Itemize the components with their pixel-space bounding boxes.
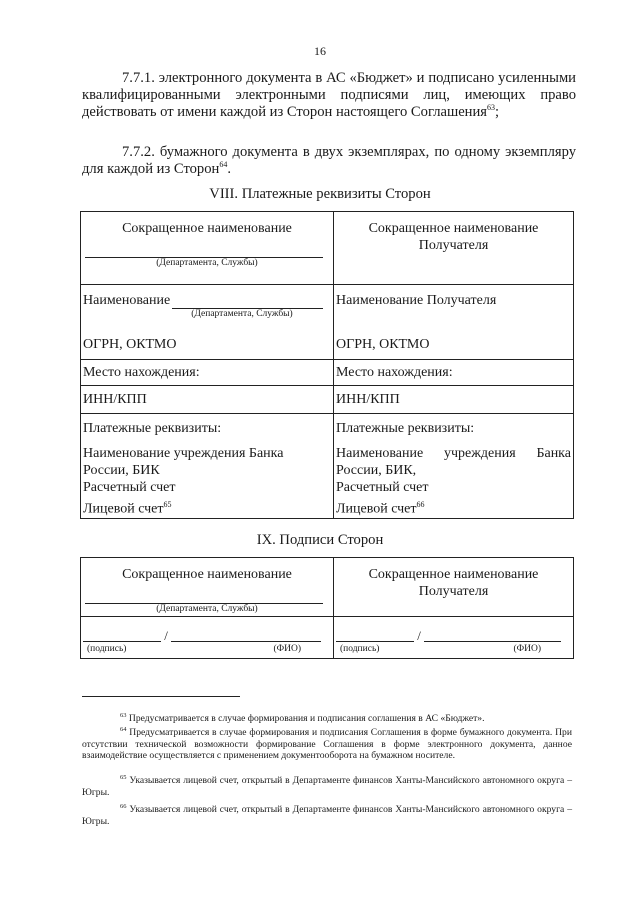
right-inn: ИНН/КПП xyxy=(334,386,574,414)
footnote-number: 63 xyxy=(120,711,127,719)
left-header-cell xyxy=(81,212,334,285)
fio-caption: (ФИО) xyxy=(273,644,301,654)
clause-7-7-2-text: 7.7.2. бумажного документа в двух экземплярах, по одному экземпляру для каждой из Сторон xyxy=(82,144,576,177)
table-row xyxy=(81,212,574,285)
left-ogrn: ОГРН, ОКТМО xyxy=(83,337,177,352)
right-location: Место нахождения: xyxy=(334,360,574,386)
signature-field[interactable] xyxy=(336,631,414,642)
fio-field[interactable] xyxy=(424,631,561,642)
left-name-label: Наименование xyxy=(83,293,171,308)
fio-field[interactable] xyxy=(171,631,321,642)
footnote-separator xyxy=(82,696,240,697)
right-name-cell xyxy=(334,285,574,360)
left-bank-cell xyxy=(81,414,334,519)
right-bank-name-line1: Наименование учреждения Банка xyxy=(336,446,571,461)
signature-captions xyxy=(83,642,331,655)
left-name-caption: (Департамента, Службы) xyxy=(191,309,293,319)
sig-left-caption: (Департамента, Службы) xyxy=(156,604,258,614)
right-bank-cell xyxy=(334,414,574,519)
right-header: Сокращенное наименование Получателя xyxy=(368,221,539,253)
name-line xyxy=(83,292,331,309)
left-header: Сокращенное наименование xyxy=(122,221,292,236)
left-payment-details: Платежные реквизиты: xyxy=(83,421,222,436)
footnote-64 xyxy=(82,727,572,762)
fio-caption: (ФИО) xyxy=(513,644,541,654)
clause-7-7-1-text: 7.7.1. электронного документа в АС «Бюджет» и подписано усиленными квалифицированными электронными подписями лиц, имеющих право действовать от имени каждой из Сторон настоящего Соглашения xyxy=(82,70,576,120)
right-settlement-account: Расчетный счет xyxy=(336,480,429,495)
signature-captions xyxy=(336,642,571,655)
section-9-title: IX. Подписи Сторон xyxy=(256,532,384,548)
footnote-66 xyxy=(82,804,572,827)
page-number: 16 xyxy=(314,44,326,58)
name-fill-line xyxy=(172,296,323,309)
right-ogrn: ОГРН, ОКТМО xyxy=(336,337,430,352)
left-bank-name: Наименование учреждения Банка России, БИК xyxy=(83,446,284,478)
signature-caption: (подпись) xyxy=(340,644,380,654)
right-bank-name-line2: России, БИК, xyxy=(336,463,417,478)
left-location: Место нахождения: xyxy=(81,360,334,386)
left-settlement-account: Расчетный счет xyxy=(83,480,176,495)
sig-left-header: Сокращенное наименование xyxy=(122,567,292,582)
left-inn: ИНН/КПП xyxy=(81,386,334,414)
right-personal-account: Лицевой счет xyxy=(336,501,417,517)
left-name-cell xyxy=(81,285,334,360)
signature-caption: (подпись) xyxy=(87,644,127,654)
footnote-ref-63[interactable]: 63 xyxy=(487,103,496,113)
left-personal-account: Лицевой счет xyxy=(83,501,164,517)
slash: / xyxy=(164,628,168,643)
sig-left-header-cell xyxy=(81,558,334,617)
left-header-caption: (Департамента, Службы) xyxy=(156,258,258,268)
clause-7-7-2 xyxy=(82,144,576,178)
right-header-cell xyxy=(334,212,574,285)
name-underline xyxy=(85,589,323,604)
footnote-text: Указывается лицевой счет, открытый в Департаменте финансов Ханты-Мансийского автономного округа – Югры. xyxy=(82,804,572,827)
table-row xyxy=(81,414,574,519)
signatures-table xyxy=(80,557,574,659)
right-signature-line[interactable] xyxy=(336,629,571,642)
clause-7-7-2-end: . xyxy=(227,161,231,177)
signature-field[interactable] xyxy=(83,631,161,642)
footnote-number: 64 xyxy=(120,725,127,733)
table-row xyxy=(81,360,574,386)
footnote-63 xyxy=(82,713,572,725)
footnote-text: Указывается лицевой счет, открытый в Департаменте финансов Ханты-Мансийского автономного округа – Югры. xyxy=(82,775,572,798)
clause-7-7-1-end: ; xyxy=(495,104,500,120)
footnote-ref-64[interactable]: 64 xyxy=(219,160,228,170)
footnote-number: 65 xyxy=(120,773,127,781)
right-name-label: Наименование Получателя xyxy=(336,293,497,308)
footnote-ref-66[interactable]: 66 xyxy=(416,500,425,509)
footnote-65 xyxy=(82,775,572,798)
table-row xyxy=(81,617,574,659)
clause-7-7-1 xyxy=(82,70,576,121)
table-row xyxy=(81,386,574,414)
payment-details-table xyxy=(80,211,574,519)
sig-right-header: Сокращенное наименование Получателя xyxy=(368,567,539,599)
right-payment-details: Платежные реквизиты: xyxy=(336,421,475,436)
table-row xyxy=(81,285,574,360)
footnote-text: Предусматривается в случае формирования и подписания соглашения в АС «Бюджет». xyxy=(128,713,485,724)
footnote-ref-65[interactable]: 65 xyxy=(163,500,172,509)
right-signature-cell xyxy=(334,617,574,659)
name-underline xyxy=(85,243,323,258)
slash: / xyxy=(417,628,421,643)
sig-right-header-cell xyxy=(334,558,574,617)
footnote-text: Предусматривается в случае формирования и подписания Соглашения в форме бумажного документа. При отсутствии технической возможности формирование Соглашения в форме электронного документа, данное взаимодействие осуществляется с применением документооборота на бумажном носителе. xyxy=(82,727,572,761)
left-signature-line[interactable] xyxy=(83,629,331,642)
section-8-title: VIII. Платежные реквизиты Сторон xyxy=(209,186,431,202)
left-signature-cell xyxy=(81,617,334,659)
footnote-number: 66 xyxy=(120,802,127,810)
table-row xyxy=(81,558,574,617)
